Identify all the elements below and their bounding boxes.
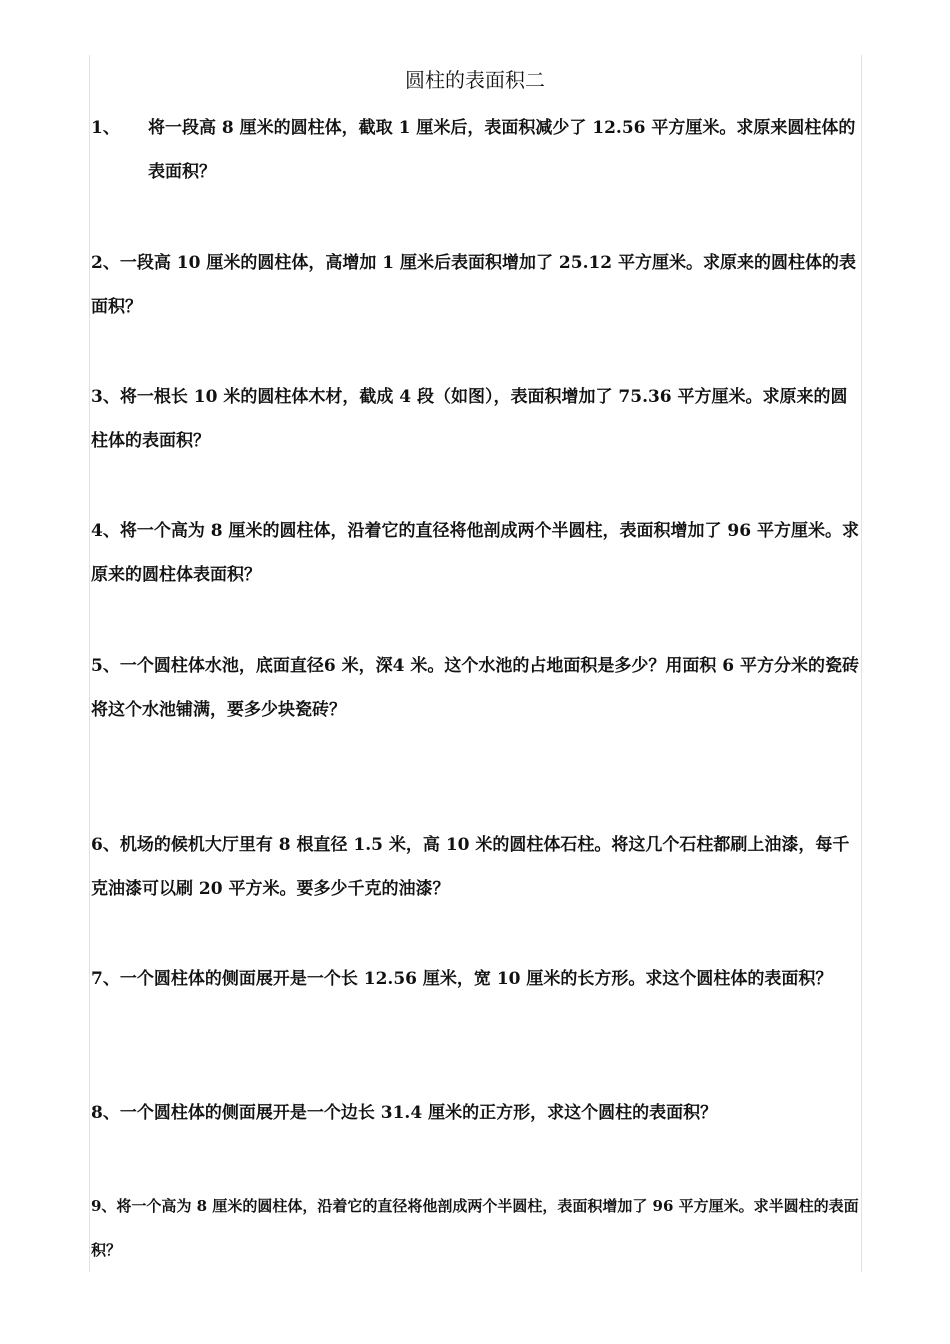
left-margin-line (89, 55, 90, 1272)
question-1-text: 将一段高 8 厘米的圆柱体，截取 1 厘米后，表面积减少了 12.56 平方厘米。求原来圆柱体的表面积？ (148, 118, 856, 182)
right-margin-line (861, 55, 862, 1272)
question-1 (91, 106, 859, 194)
question-2: 2、一段高 10 厘米的圆柱体，高增加 1 厘米后表面积增加了 25.12 平方厘米。求原来的圆柱体的表面积？ (91, 253, 857, 317)
question-7: 7、一个圆柱体的侧面展开是一个长 12.56 厘米，宽 10 厘米的长方形。求这个圆柱体的表面积？ (91, 969, 833, 989)
question-1-number: 1、 (91, 118, 120, 138)
question-3: 3、将一根长 10 米的圆柱体木材，截成 4 段（如图），表面积增加了 75.36 平方厘米。求原来的圆柱体的表面积？ (91, 387, 848, 451)
question-9: 9、将一个高为 8 厘米的圆柱体，沿着它的直径将他剖成两个半圆柱，表面积增加了 96 平方厘米。求半圆柱的表面积？ (91, 1197, 859, 1259)
question-4: 4、将一个高为 8 厘米的圆柱体，沿着它的直径将他剖成两个半圆柱，表面积增加了 96 平方厘米。求原来的圆柱体表面积？ (91, 521, 859, 585)
question-5: 5、一个圆柱体水池，底面直径6 米，深4 米。这个水池的占地面积是多少？用面积 6 平方分米的瓷砖将这个水池铺满，要多少块瓷砖？ (91, 656, 859, 720)
question-8: 8、一个圆柱体的侧面展开是一个边长 31.4 厘米的正方形，求这个圆柱的表面积？ (91, 1103, 718, 1123)
question-6: 6、机场的候机大厅里有 8 根直径 1.5 米，高 10 米的圆柱体石柱。将这几个石柱都刷上油漆，每千克油漆可以刷 20 平方米。要多少千克的油漆？ (91, 835, 850, 899)
page-title: 圆柱的表面积二 (405, 68, 545, 92)
